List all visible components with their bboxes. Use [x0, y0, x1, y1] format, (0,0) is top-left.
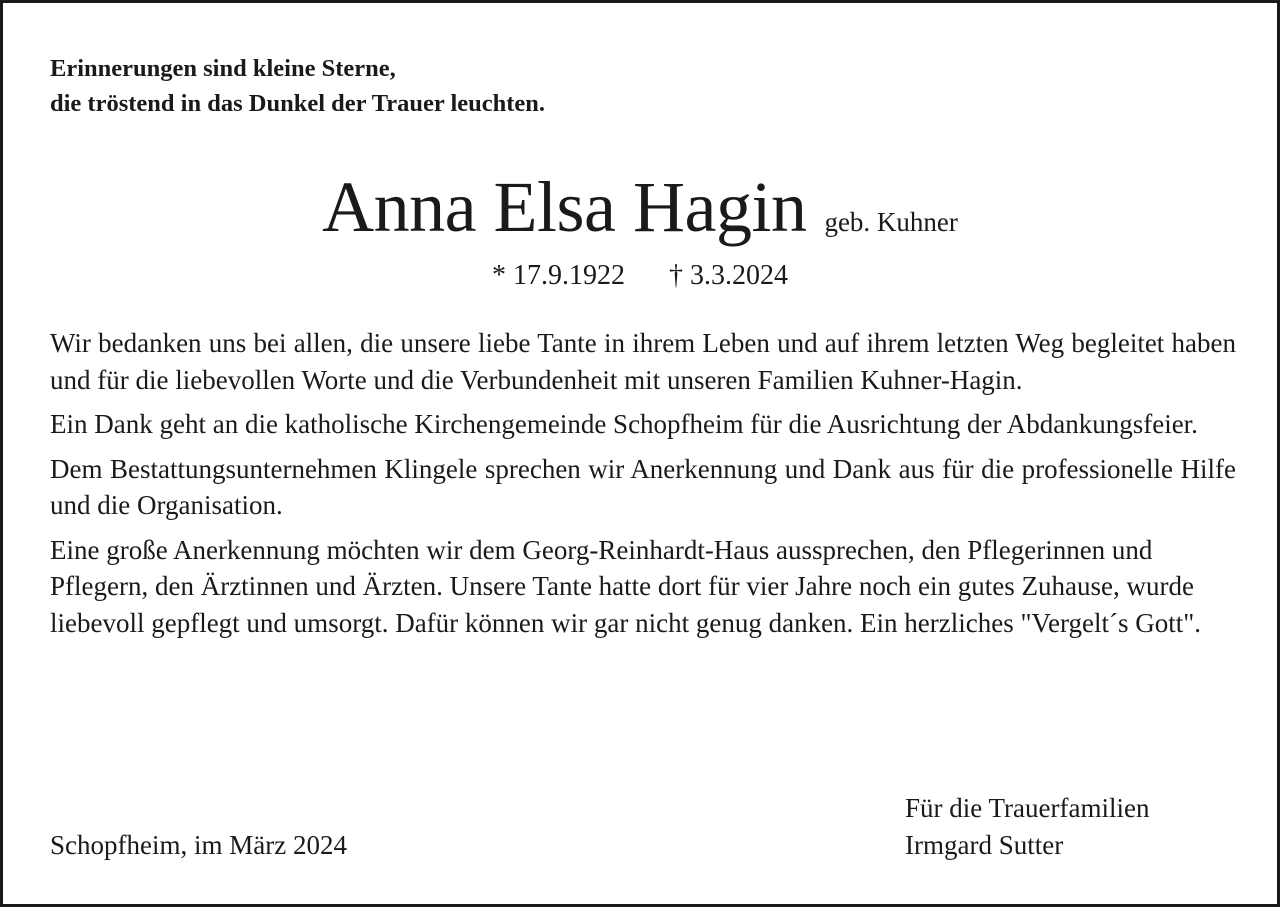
paragraph-thanks-care-home: Eine große Anerkennung möchten wir dem Georg-Reinhardt-Haus aussprechen, den Pflegerinnen und Pflegern, den Ärztinnen und Ärzten. Unsere Tante hatte dort für vier Jahre noch ein gutes Zuhause, wurde liebevoll gepflegt und umsorgt. Dafür können wir gar nicht genug danken. Ein herzliches "Vergelt´s Gott". [50, 534, 1202, 638]
signature-line-1: Für die Trauerfamilien [905, 793, 1150, 823]
life-dates [3, 256, 1277, 296]
motto-line-2: die tröstend in das Dunkel der Trauer leuchten. [50, 90, 546, 117]
maiden-name: geb. Kuhner [824, 207, 958, 237]
paragraph-thanks-all: Wir bedanken uns bei allen, die unsere liebe Tante in ihrem Leben und auf ihrem letzten Weg begleitet haben und für die liebevollen Worte und die Verbundenheit mit unseren Familien Kuhner-Hagin. [50, 328, 1236, 395]
paragraph-thanks-undertaker: Dem Bestattungsunternehmen Klingele sprechen wir Anerkennung und Dank aus für die professionelle Hilfe und die Organisation. [50, 453, 1236, 520]
deceased-name-row [3, 163, 1277, 251]
place-date: Schopfheim, im März 2024 [50, 830, 347, 860]
motto-line-1: Erinnerungen sind kleine Sterne, [50, 55, 396, 82]
thanks-text [50, 325, 1236, 649]
motto [50, 51, 545, 121]
signature-name: Irmgard Sutter [905, 830, 1064, 860]
paragraph-thanks-church: Ein Dank geht an die katholische Kirchengemeinde Schopfheim für die Ausrichtung der Abdankungsfeier. [50, 409, 1198, 439]
signature [905, 790, 1149, 864]
birth-date: * 17.9.1922 [492, 260, 625, 291]
deceased-name: Anna Elsa Hagin [322, 167, 807, 247]
death-date: † 3.3.2024 [669, 260, 788, 291]
